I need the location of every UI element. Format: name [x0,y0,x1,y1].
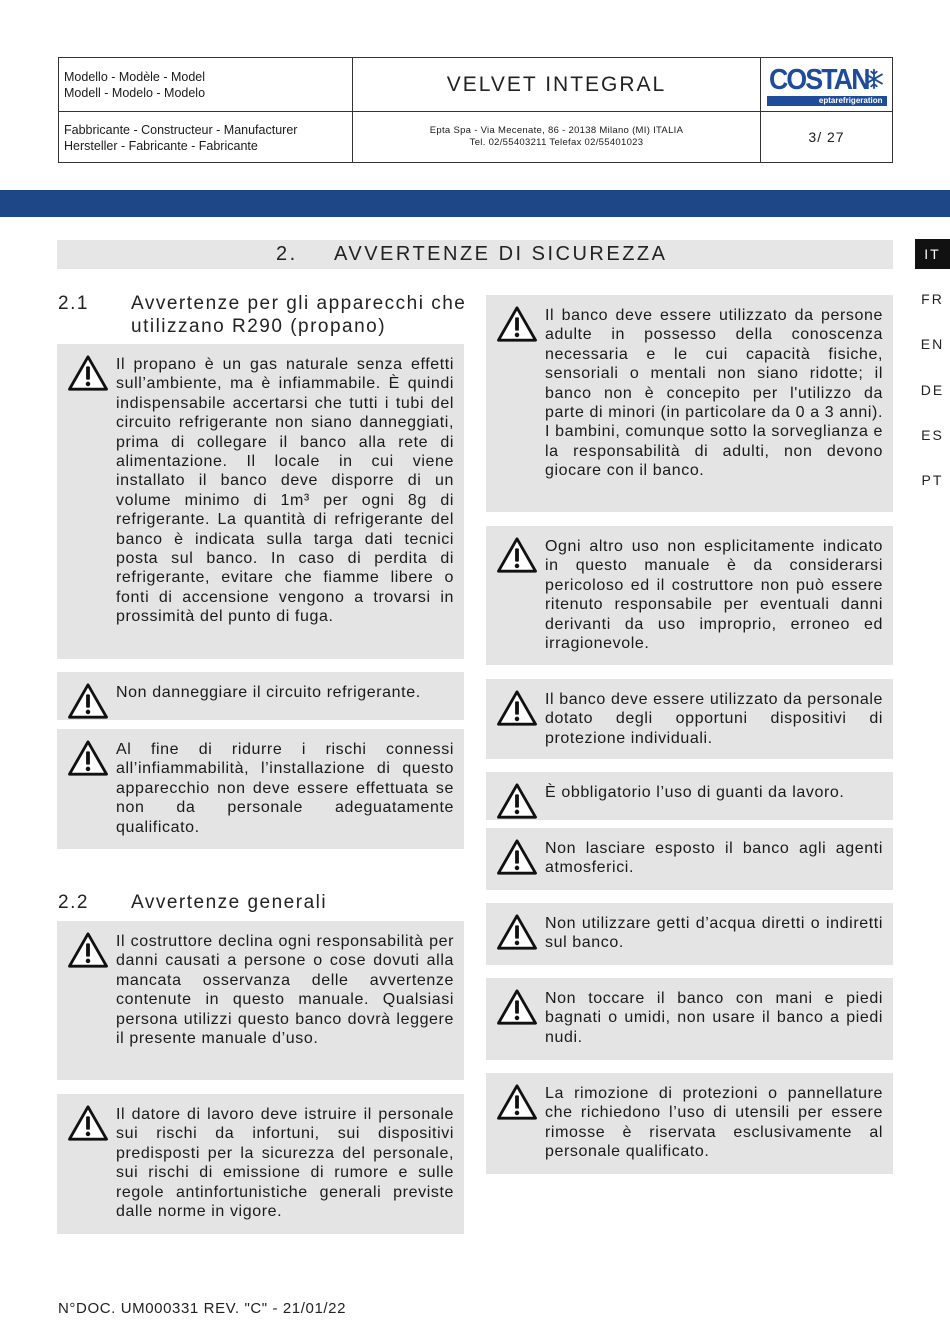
manufacturer-info [353,112,761,162]
page-number: 3/ 27 [808,129,845,145]
warning-box [486,903,893,965]
document-number: N°DOC. UM000331 REV. "C" - 21/01/22 [58,1300,347,1317]
manufacturer-label-line-1: Fabbricante - Constructeur - Manufacturer [64,123,298,137]
warning-text: Ogni altro uso non esplicitamente indicato in questo manuale è da considerarsi pericoloso ed il costruttore non può essere ritenuto responsabile per eventuali danni derivanti da uso improprio, erroneo ed irragionevole. [545,538,883,653]
warning-box [486,526,893,665]
subsection-title: Avvertenze per gli apparecchi che utilizzano R290 (propano) [131,293,467,337]
warning-text: Il costruttore declina ogni responsabilità per danni causati a persone o cose dovuti alla mancata osservanza delle avvertenze contenute in questo manuale. Qualsiasi persona utilizzi questo banco dovrà leggere il presente manuale d’uso. [116,933,454,1048]
warning-box [486,1073,893,1174]
model-label [59,58,353,112]
warning-box [486,978,893,1060]
warning-text: Non lasciare esposto il banco agli agenti atmosferici. [545,840,883,877]
snowflake-icon [863,68,885,90]
language-tab-en[interactable]: EN [920,336,945,352]
warning-text: Al fine di ridurre i rischi connessi all’infiammabilità, l’installazione di questo apparecchio non deve essere effettuata se non da personale adeguatamente qualificato. [116,741,454,836]
language-tab-it[interactable]: IT [915,239,950,269]
logo-tagline: eptarefrigeration [767,96,887,106]
warning-icon [67,354,109,392]
warning-icon [496,913,538,951]
warning-text: Non danneggiare il circuito refrigerante. [116,684,421,701]
language-tab-fr[interactable]: FR [921,291,944,307]
warning-box [57,729,464,849]
warning-icon [496,988,538,1026]
document-title: VELVET INTEGRAL [353,58,761,112]
subsection-2-1-heading [58,292,478,340]
model-label-line-2: Modell - Modelo - Modelo [64,86,206,100]
language-tab-es[interactable]: ES [921,427,944,443]
warning-box [57,1094,464,1234]
warning-box [57,344,464,659]
subsection-2-2-heading [58,891,478,915]
manufacturer-address: Epta Spa - Via Mecenate, 86 - 20138 Milano (MI) ITALIA [429,125,684,136]
manufacturer-phone: Tel. 02/55403211 Telefax 02/55401023 [469,137,644,148]
warning-icon [496,536,538,574]
subsection-number: 2.1 [58,293,89,314]
warning-text: La rimozione di protezioni o pannellature che richiedono l’uso di utensili per essere rimosse è riservata esclusivamente al personale qualificato. [545,1085,883,1161]
subsection-title: Avvertenze generali [131,892,328,913]
language-tab-pt[interactable]: PT [921,472,944,488]
warning-text: Il propano è un gas naturale senza effetti sull’ambiente, ma è infiammabile. È quindi indispensabile accertarsi che tutti i tubi del circuito refrigerante non siano danneggiati, prima di collegare il banco alla rete di alimentazione. Il locale in cui viene installato il banco deve disporre di un volume minimo di 1m³ per ogni 8g di refrigerante. La quantità di refrigerante del banco è indicata sulla targa dati tecnici posta sul banco. In caso di perdita di refrigerante, evitare che fiamme libere o fonti di accensione vengono a trovarsi in prossimità del punto di fuga. [116,356,454,626]
model-label-line-1: Modello - Modèle - Model [64,70,206,84]
section-number: 2. [276,243,298,265]
warning-box [486,295,893,512]
warning-box [57,672,464,720]
document-header [58,57,893,163]
subsection-number: 2.2 [58,892,89,913]
warning-text: Non toccare il banco con mani e piedi bagnati o umidi, non usare il banco a piedi nudi. [545,990,883,1046]
warning-icon [496,305,538,343]
warning-text: È obbligatorio l’uso di guanti da lavoro. [545,784,845,801]
warning-text: Non utilizzare getti d’acqua diretti o indiretti sul banco. [545,915,883,952]
warning-box [486,772,893,820]
warning-icon [496,1083,538,1121]
manufacturer-label-line-2: Hersteller - Fabricante - Fabricante [64,139,258,153]
costan-logo-icon [767,64,887,106]
brand-logo [761,58,892,112]
warning-text: Il banco deve essere utilizzato da persone adulte in possesso della conoscenza necessaria e le cui capacità fisiche, sensoriali o mentali non siano ridotte; il banco non è concepito per l'utilizzo da parte di minori (in particolare da 0 a 3 anni). I bambini, comunque sotto la sorveglianza e la responsabilità di adulti, non devono giocare con il banco. [545,307,883,480]
manufacturer-label [59,112,353,162]
warning-icon [496,838,538,876]
section-title [57,240,893,269]
warning-icon [496,689,538,727]
logo-word: COSTAN [768,63,869,96]
warning-box [57,921,464,1080]
warning-icon [67,682,109,720]
warning-icon [67,1104,109,1142]
warning-box [486,828,893,890]
warning-text: Il banco deve essere utilizzato da personale dotato degli opportuni dispositivi di protezione individuali. [545,691,883,747]
warning-text: Il datore di lavoro deve istruire il personale sui rischi da infortuni, sui dispositivi predisposti per la sicurezza del personale, sui rischi di emissione di rumore e sulle regole antinfortunistiche generali previste dalle norme in vigore. [116,1106,454,1221]
warning-icon [496,782,538,820]
warning-box [486,679,893,759]
warning-icon [67,931,109,969]
warning-icon [67,739,109,777]
section-title-text: AVVERTENZE DI SICUREZZA [334,243,668,265]
language-tab-de[interactable]: DE [920,382,945,398]
header-band [0,190,950,217]
